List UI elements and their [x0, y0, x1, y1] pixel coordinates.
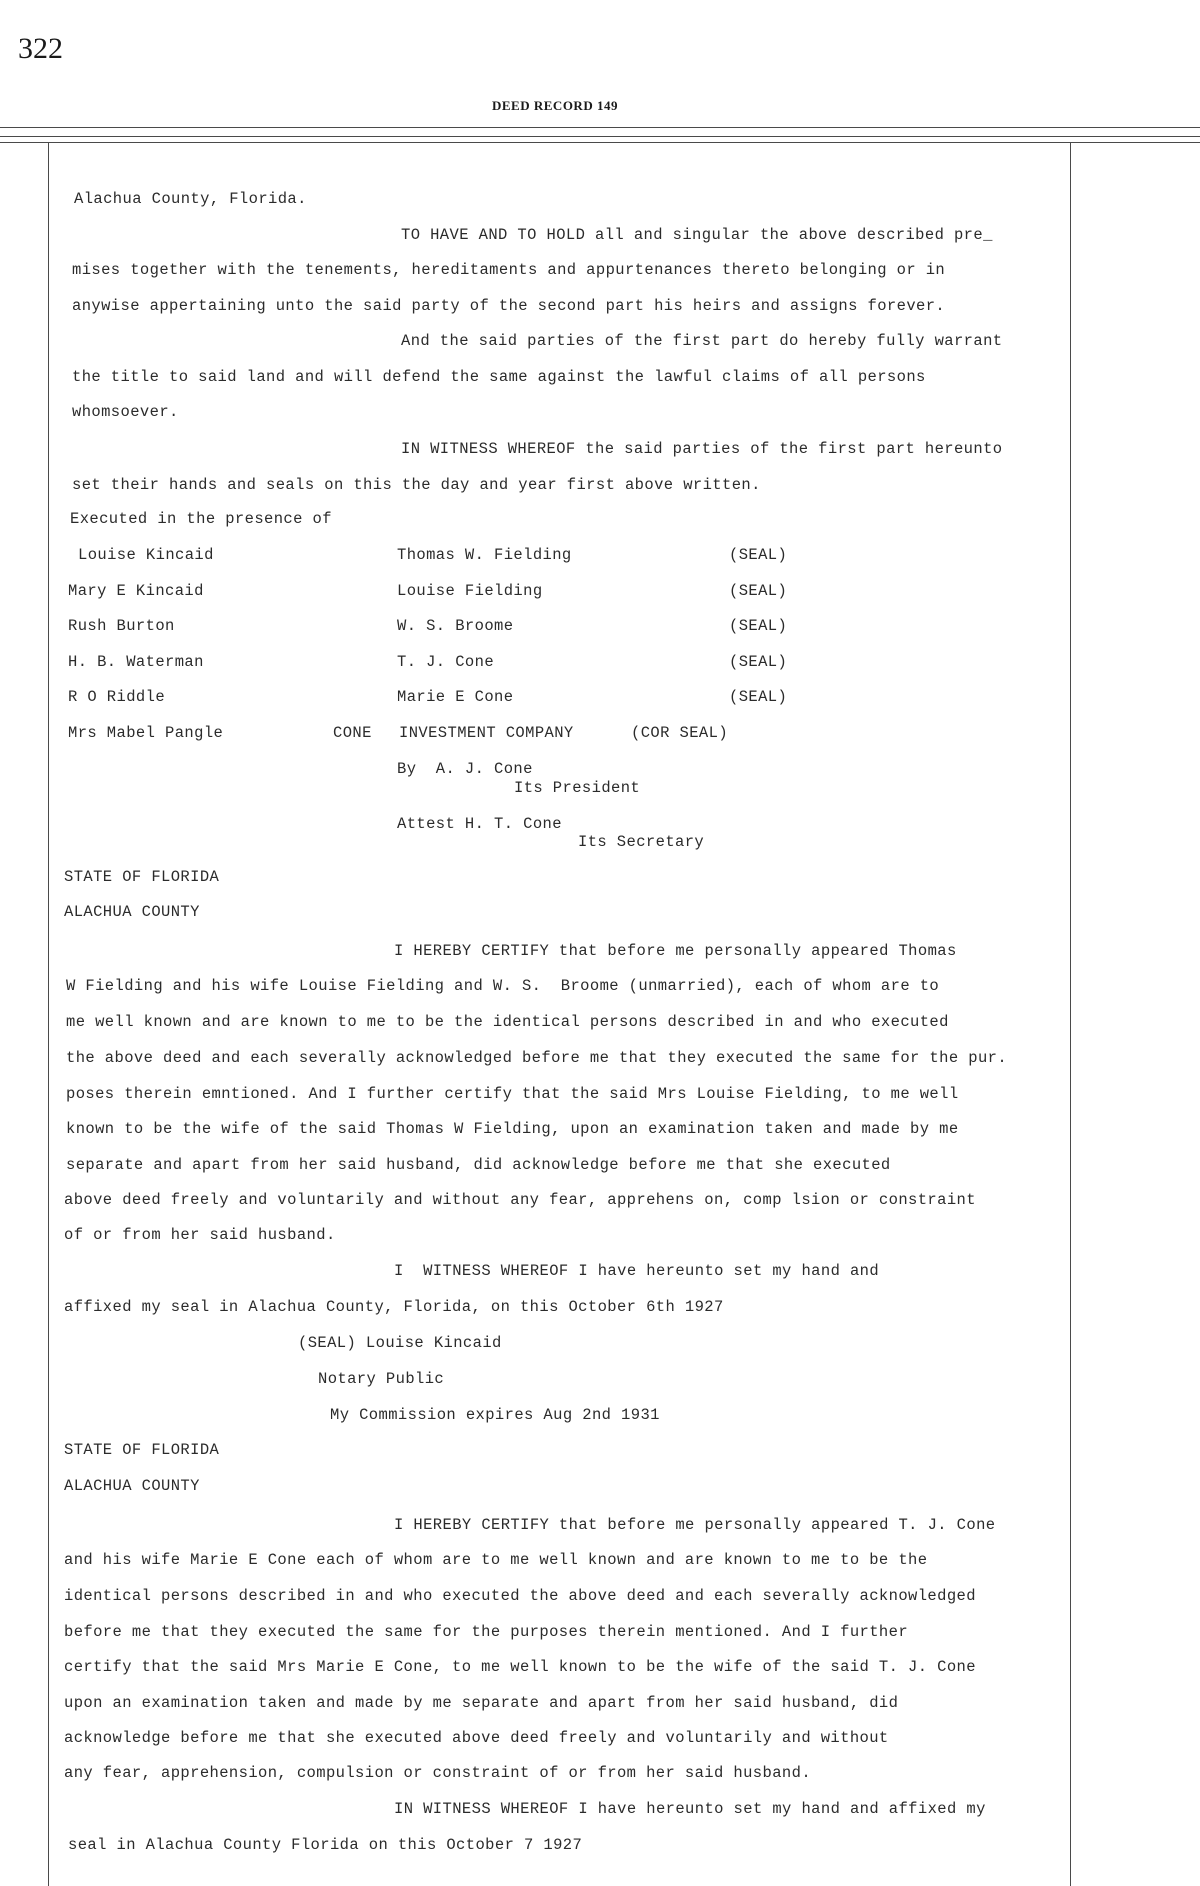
- county-heading: ALACHUA COUNTY: [64, 1477, 200, 1495]
- witness-name: R O Riddle: [68, 688, 166, 706]
- header-rule-bottom: [0, 142, 1200, 143]
- seal-mark: (SEAL): [729, 582, 788, 600]
- seal-mark: (SEAL): [729, 653, 788, 671]
- ack-line: separate and apart from her said husband, did acknowledge before me that she executed: [66, 1156, 891, 1174]
- right-margin-rule: [1070, 142, 1071, 1886]
- witness-name: H. B. Waterman: [68, 653, 204, 671]
- body-line: IN WITNESS WHEREOF the said parties of the first part hereunto: [401, 440, 1003, 458]
- corporate-attest: Attest H. T. Cone: [397, 815, 562, 833]
- body-line: Alachua County, Florida.: [74, 190, 307, 208]
- witness-name: Rush Burton: [68, 617, 175, 635]
- notary-seal-signature: (SEAL) Louise Kincaid: [298, 1334, 502, 1352]
- ack-line: I WITNESS WHEREOF I have hereunto set my hand and: [394, 1262, 880, 1280]
- ack-line: affixed my seal in Alachua County, Florida, on this October 6th 1927: [64, 1298, 724, 1316]
- page-number: 322: [18, 32, 63, 65]
- ack-line: I HEREBY CERTIFY that before me personally appeared T. J. Cone: [394, 1516, 996, 1534]
- witness-name: Louise Kincaid: [78, 546, 214, 564]
- ack-line: seal in Alachua County Florida on this October 7 1927: [68, 1836, 583, 1854]
- body-line: the title to said land and will defend the same against the lawful claims of all persons: [72, 368, 926, 386]
- body-line: mises together with the tenements, hereditaments and appurtenances thereto belonging or in: [72, 261, 946, 279]
- ack-line: the above deed and each severally acknowledged before me that they executed the same for the pur.: [66, 1049, 1008, 1067]
- notary-commission: My Commission expires Aug 2nd 1931: [330, 1406, 660, 1424]
- body-line: TO HAVE AND TO HOLD all and singular the above described pre_: [401, 226, 993, 244]
- body-line: Executed in the presence of: [70, 510, 332, 528]
- notary-title: Notary Public: [318, 1370, 445, 1388]
- ack-line: before me that they executed the same for the purposes therein mentioned. And I further: [64, 1623, 909, 1641]
- signer-name: Marie E Cone: [397, 688, 514, 706]
- body-line: whomsoever.: [72, 403, 179, 421]
- left-margin-rule: [48, 142, 49, 1886]
- ack-line: I HEREBY CERTIFY that before me personally appeared Thomas: [394, 942, 957, 960]
- ack-line: any fear, apprehension, compulsion or constraint of or from her said husband.: [64, 1764, 812, 1782]
- seal-mark: (SEAL): [729, 546, 788, 564]
- ack-line: me well known and are known to me to be the identical persons described in and who executed: [66, 1013, 949, 1031]
- body-line: And the said parties of the first part do hereby fully warrant: [401, 332, 1003, 350]
- witness-name: Mrs Mabel Pangle: [68, 724, 224, 742]
- corporate-name-prefix: CONE: [333, 724, 372, 742]
- seal-mark: (SEAL): [729, 688, 788, 706]
- ack-line: and his wife Marie E Cone each of whom are to me well known and are known to me to be the: [64, 1551, 928, 1569]
- state-heading: STATE OF FLORIDA: [64, 1441, 220, 1459]
- corporate-by-title: Its President: [514, 779, 641, 797]
- state-heading: STATE OF FLORIDA: [64, 868, 220, 886]
- county-heading: ALACHUA COUNTY: [64, 903, 200, 921]
- ack-line: IN WITNESS WHEREOF I have hereunto set my hand and affixed my: [394, 1800, 986, 1818]
- running-header: DEED RECORD 149: [492, 98, 618, 113]
- header-rule-mid: [0, 136, 1200, 137]
- ack-line: upon an examination taken and made by me separate and apart from her said husband, did: [64, 1694, 899, 1712]
- ack-line: acknowledge before me that she executed above deed freely and voluntarily and without: [64, 1729, 889, 1747]
- ack-line: above deed freely and voluntarily and without any fear, apprehens on, comp lsion or constraint: [64, 1191, 976, 1209]
- ack-line: of or from her said husband.: [64, 1226, 336, 1244]
- ack-line: poses therein emntioned. And I further certify that the said Mrs Louise Fielding, to me well: [66, 1085, 959, 1103]
- witness-name: Mary E Kincaid: [68, 582, 204, 600]
- header-rule-top: [0, 127, 1200, 128]
- signer-name: T. J. Cone: [397, 653, 495, 671]
- ack-line: W Fielding and his wife Louise Fielding and W. S. Broome (unmarried), each of whom are to: [66, 977, 940, 995]
- corporate-attest-title: Its Secretary: [578, 833, 705, 851]
- ack-line: identical persons described in and who executed the above deed and each severally acknowledged: [64, 1587, 976, 1605]
- signer-name: Louise Fielding: [397, 582, 543, 600]
- body-line: anywise appertaining unto the said party of the second part his heirs and assigns forever.: [72, 297, 946, 315]
- corporate-seal-mark: (COR SEAL): [631, 724, 729, 742]
- corporate-name: INVESTMENT COMPANY: [399, 724, 574, 742]
- ack-line: known to be the wife of the said Thomas W Fielding, upon an examination taken and made by me: [66, 1120, 959, 1138]
- corporate-by: By A. J. Cone: [397, 760, 533, 778]
- signer-name: W. S. Broome: [397, 617, 514, 635]
- seal-mark: (SEAL): [729, 617, 788, 635]
- ack-line: certify that the said Mrs Marie E Cone, to me well known to be the wife of the said T. J. Cone: [64, 1658, 976, 1676]
- body-line: set their hands and seals on this the day and year first above written.: [72, 476, 761, 494]
- signer-name: Thomas W. Fielding: [397, 546, 572, 564]
